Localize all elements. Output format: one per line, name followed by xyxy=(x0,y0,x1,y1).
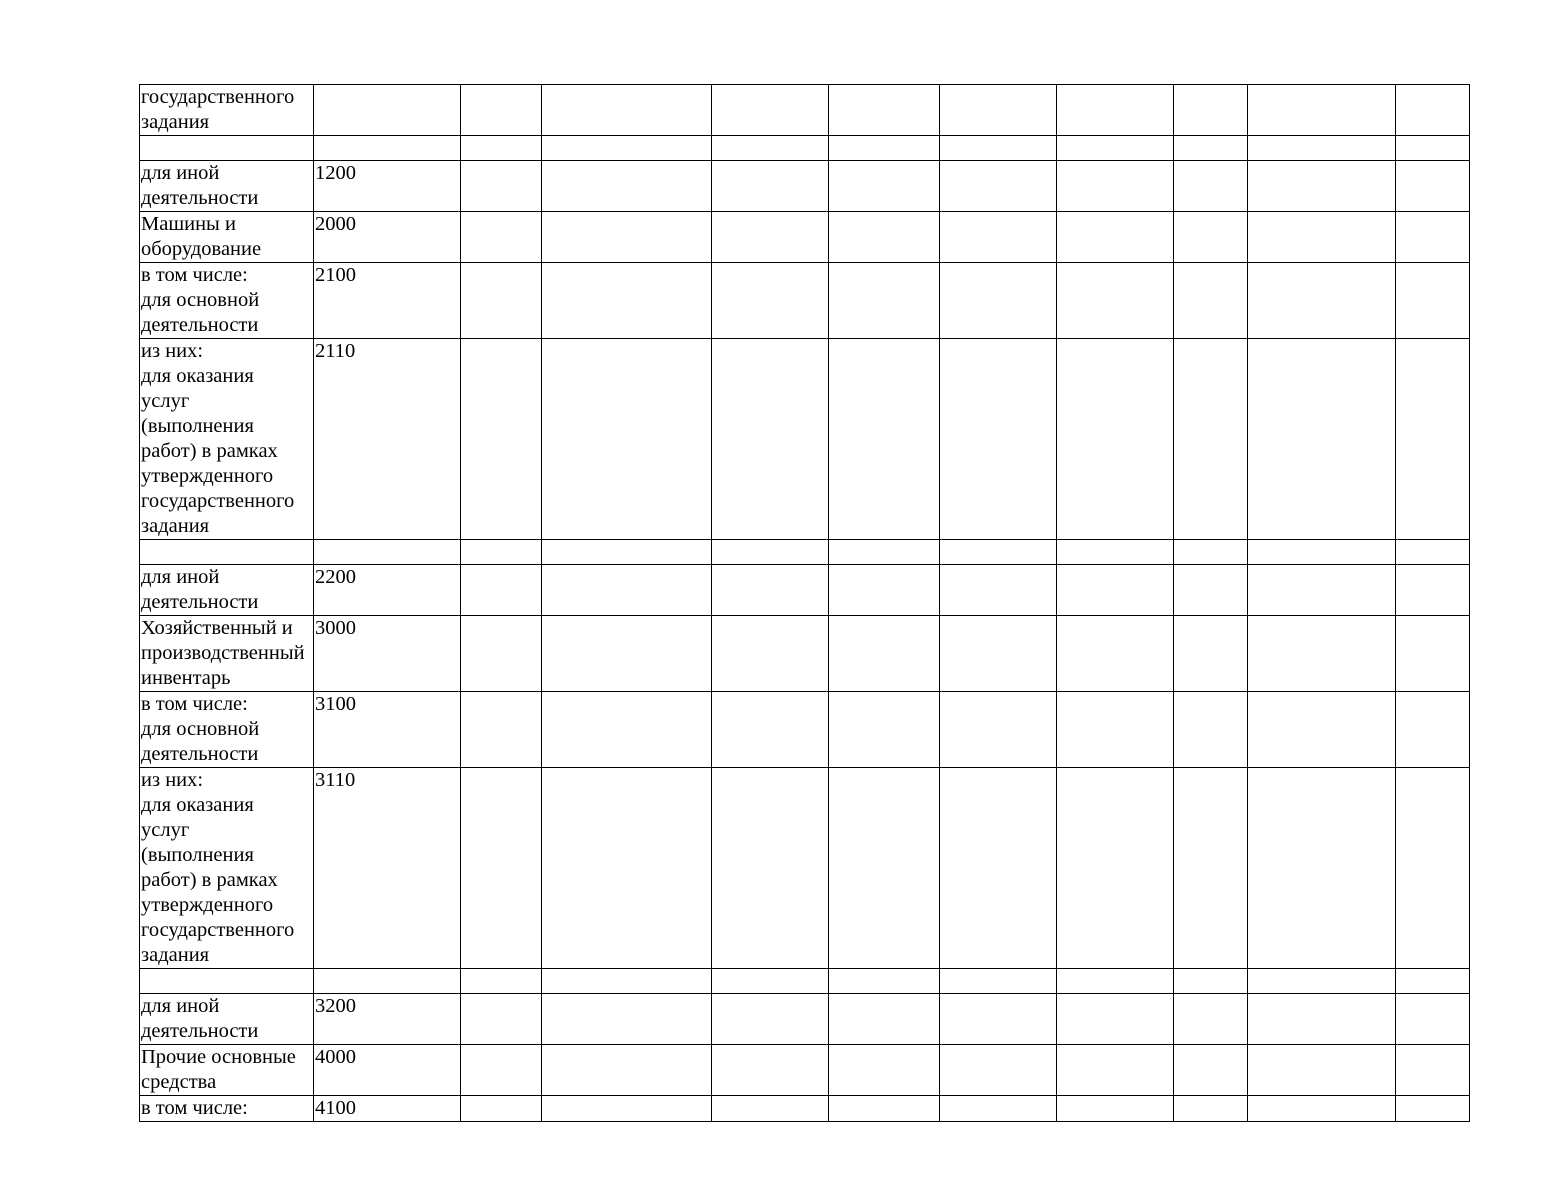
value-cell xyxy=(1248,616,1396,692)
value-cell xyxy=(1174,161,1248,212)
row-name-cell: государственного задания xyxy=(140,85,314,136)
table-row xyxy=(140,85,1470,136)
row-code-cell xyxy=(314,540,461,565)
value-cell xyxy=(1248,263,1396,339)
value-cell xyxy=(1396,565,1470,616)
value-cell xyxy=(940,212,1057,263)
value-cell xyxy=(712,85,829,136)
row-name-cell: для иной деятельности xyxy=(140,994,314,1045)
table-row xyxy=(140,1045,1470,1096)
table-row xyxy=(140,692,1470,768)
value-cell xyxy=(829,263,940,339)
value-cell xyxy=(829,994,940,1045)
value-cell xyxy=(542,994,712,1045)
value-cell xyxy=(712,339,829,540)
value-cell xyxy=(461,263,542,339)
value-cell xyxy=(1174,1045,1248,1096)
value-cell xyxy=(542,616,712,692)
value-cell xyxy=(940,994,1057,1045)
row-code-cell: 4100 xyxy=(314,1096,461,1122)
value-cell xyxy=(712,692,829,768)
value-cell xyxy=(542,1096,712,1122)
row-code-cell: 4000 xyxy=(314,1045,461,1096)
value-cell xyxy=(1057,768,1174,969)
value-cell xyxy=(829,616,940,692)
row-name-cell: для иной деятельности xyxy=(140,161,314,212)
value-cell xyxy=(542,161,712,212)
value-cell xyxy=(1396,768,1470,969)
value-cell xyxy=(1174,85,1248,136)
value-cell xyxy=(1057,994,1174,1045)
row-code-cell: 2100 xyxy=(314,263,461,339)
value-cell xyxy=(542,263,712,339)
value-cell xyxy=(1248,565,1396,616)
value-cell xyxy=(542,212,712,263)
value-cell xyxy=(1396,616,1470,692)
value-cell xyxy=(712,969,829,994)
row-name-cell: Машины и оборудование xyxy=(140,212,314,263)
table-row xyxy=(140,212,1470,263)
value-cell xyxy=(829,565,940,616)
value-cell xyxy=(542,565,712,616)
row-name-cell: из них: для оказания услуг (выполнения работ) в рамках утвержденного государственного задания xyxy=(140,339,314,540)
value-cell xyxy=(1174,136,1248,161)
value-cell xyxy=(1396,994,1470,1045)
table-row xyxy=(140,565,1470,616)
table-row xyxy=(140,136,1470,161)
value-cell xyxy=(1248,212,1396,263)
value-cell xyxy=(542,540,712,565)
value-cell xyxy=(1396,212,1470,263)
value-cell xyxy=(461,616,542,692)
value-cell xyxy=(712,161,829,212)
value-cell xyxy=(542,85,712,136)
value-cell xyxy=(712,1096,829,1122)
table-row xyxy=(140,994,1470,1045)
value-cell xyxy=(1057,136,1174,161)
row-code-cell: 2110 xyxy=(314,339,461,540)
value-cell xyxy=(461,540,542,565)
value-cell xyxy=(461,994,542,1045)
value-cell xyxy=(940,768,1057,969)
table-row xyxy=(140,616,1470,692)
value-cell xyxy=(1248,540,1396,565)
value-cell xyxy=(1057,1045,1174,1096)
value-cell xyxy=(461,161,542,212)
value-cell xyxy=(1396,540,1470,565)
value-cell xyxy=(712,212,829,263)
value-cell xyxy=(940,339,1057,540)
report-table-body xyxy=(140,85,1470,1122)
row-name-cell: в том числе: для основной деятельности xyxy=(140,263,314,339)
value-cell xyxy=(940,1045,1057,1096)
value-cell xyxy=(461,565,542,616)
value-cell xyxy=(712,1045,829,1096)
value-cell xyxy=(461,1096,542,1122)
value-cell xyxy=(1396,161,1470,212)
value-cell xyxy=(940,540,1057,565)
value-cell xyxy=(461,768,542,969)
table-row xyxy=(140,768,1470,969)
value-cell xyxy=(542,339,712,540)
value-cell xyxy=(940,85,1057,136)
value-cell xyxy=(542,969,712,994)
row-name-cell: из них: для оказания услуг (выполнения работ) в рамках утвержденного государственного задания xyxy=(140,768,314,969)
row-code-cell xyxy=(314,969,461,994)
value-cell xyxy=(461,339,542,540)
value-cell xyxy=(1057,212,1174,263)
value-cell xyxy=(1248,339,1396,540)
value-cell xyxy=(1248,969,1396,994)
value-cell xyxy=(1174,565,1248,616)
value-cell xyxy=(1174,692,1248,768)
value-cell xyxy=(1396,85,1470,136)
value-cell xyxy=(1396,969,1470,994)
table-row xyxy=(140,339,1470,540)
value-cell xyxy=(1396,1096,1470,1122)
value-cell xyxy=(829,1045,940,1096)
value-cell xyxy=(940,161,1057,212)
value-cell xyxy=(1057,1096,1174,1122)
value-cell xyxy=(1396,339,1470,540)
value-cell xyxy=(1057,85,1174,136)
value-cell xyxy=(940,616,1057,692)
row-name-cell xyxy=(140,969,314,994)
value-cell xyxy=(461,212,542,263)
row-name-cell: для иной деятельности xyxy=(140,565,314,616)
value-cell xyxy=(829,540,940,565)
value-cell xyxy=(1174,212,1248,263)
value-cell xyxy=(712,616,829,692)
value-cell xyxy=(1174,540,1248,565)
value-cell xyxy=(829,768,940,969)
value-cell xyxy=(1174,969,1248,994)
row-name-cell xyxy=(140,136,314,161)
value-cell xyxy=(940,263,1057,339)
row-name-cell: Хозяйственный и производственный инвентарь xyxy=(140,616,314,692)
value-cell xyxy=(1057,692,1174,768)
table-row xyxy=(140,969,1470,994)
value-cell xyxy=(1057,161,1174,212)
row-code-cell: 3200 xyxy=(314,994,461,1045)
value-cell xyxy=(712,263,829,339)
value-cell xyxy=(940,1096,1057,1122)
value-cell xyxy=(1248,161,1396,212)
value-cell xyxy=(1057,263,1174,339)
row-name-cell: Прочие основные средства xyxy=(140,1045,314,1096)
row-name-cell xyxy=(140,540,314,565)
value-cell xyxy=(829,85,940,136)
report-table xyxy=(139,84,1470,1122)
value-cell xyxy=(1396,1045,1470,1096)
row-code-cell: 1200 xyxy=(314,161,461,212)
value-cell xyxy=(1057,339,1174,540)
table-row xyxy=(140,263,1470,339)
value-cell xyxy=(712,565,829,616)
value-cell xyxy=(1248,1096,1396,1122)
table-row xyxy=(140,540,1470,565)
value-cell xyxy=(1174,768,1248,969)
value-cell xyxy=(1057,565,1174,616)
value-cell xyxy=(940,969,1057,994)
value-cell xyxy=(1057,540,1174,565)
value-cell xyxy=(712,768,829,969)
value-cell xyxy=(712,136,829,161)
value-cell xyxy=(1174,263,1248,339)
value-cell xyxy=(1396,136,1470,161)
value-cell xyxy=(1396,692,1470,768)
value-cell xyxy=(829,969,940,994)
value-cell xyxy=(940,692,1057,768)
value-cell xyxy=(712,994,829,1045)
value-cell xyxy=(461,136,542,161)
value-cell xyxy=(1248,136,1396,161)
value-cell xyxy=(461,969,542,994)
row-code-cell: 3000 xyxy=(314,616,461,692)
value-cell xyxy=(829,136,940,161)
value-cell xyxy=(1174,1096,1248,1122)
value-cell xyxy=(1248,768,1396,969)
row-code-cell: 2000 xyxy=(314,212,461,263)
value-cell xyxy=(461,692,542,768)
value-cell xyxy=(542,1045,712,1096)
value-cell xyxy=(940,136,1057,161)
value-cell xyxy=(542,692,712,768)
value-cell xyxy=(1174,994,1248,1045)
value-cell xyxy=(829,212,940,263)
value-cell xyxy=(829,339,940,540)
value-cell xyxy=(542,768,712,969)
row-code-cell: 3110 xyxy=(314,768,461,969)
row-code-cell: 2200 xyxy=(314,565,461,616)
value-cell xyxy=(1057,969,1174,994)
row-name-cell: в том числе: xyxy=(140,1096,314,1122)
value-cell xyxy=(461,1045,542,1096)
row-name-cell: в том числе: для основной деятельности xyxy=(140,692,314,768)
value-cell xyxy=(829,1096,940,1122)
table-row xyxy=(140,161,1470,212)
row-code-cell: 3100 xyxy=(314,692,461,768)
value-cell xyxy=(1174,339,1248,540)
value-cell xyxy=(1248,692,1396,768)
value-cell xyxy=(940,565,1057,616)
value-cell xyxy=(1248,1045,1396,1096)
value-cell xyxy=(1396,263,1470,339)
value-cell xyxy=(1174,616,1248,692)
value-cell xyxy=(829,692,940,768)
value-cell xyxy=(1248,994,1396,1045)
value-cell xyxy=(829,161,940,212)
table-row xyxy=(140,1096,1470,1122)
row-code-cell xyxy=(314,136,461,161)
row-code-cell xyxy=(314,85,461,136)
value-cell xyxy=(542,136,712,161)
value-cell xyxy=(1248,85,1396,136)
value-cell xyxy=(712,540,829,565)
value-cell xyxy=(1057,616,1174,692)
value-cell xyxy=(461,85,542,136)
